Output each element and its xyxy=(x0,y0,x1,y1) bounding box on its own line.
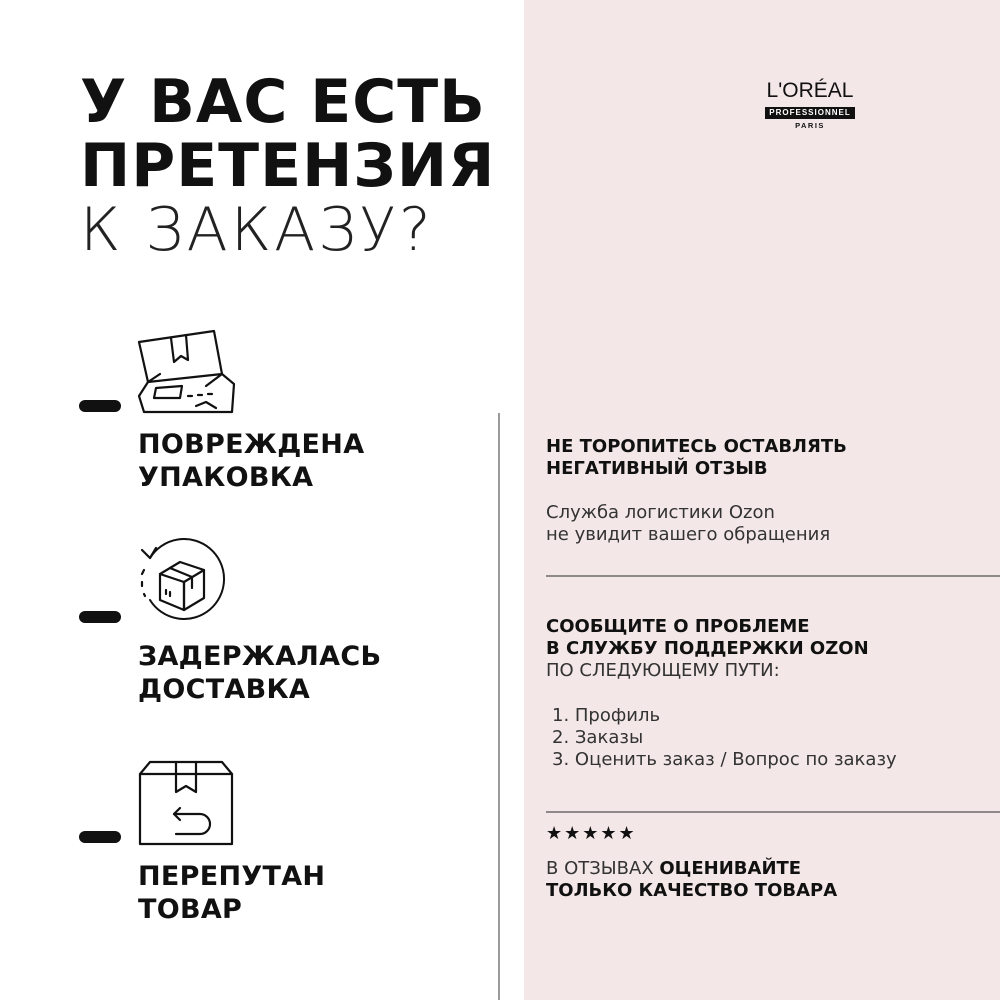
title-line-2: ПРЕТЕНЗИЯ xyxy=(80,131,496,201)
tip-1-title-line1: НЕ ТОРОПИТЕСЬ ОСТАВЛЯТЬ xyxy=(546,436,847,457)
tip-2-title-line2: В СЛУЖБУ ПОДДЕРЖКИ OZON xyxy=(546,638,869,659)
tip-1-title-line2: НЕГАТИВНЫЙ ОТЗЫВ xyxy=(546,458,768,479)
brand-name: L'ORÉAL xyxy=(766,79,854,102)
tip-3-emphasis2: ТОЛЬКО КАЧЕСТВО ТОВАРА xyxy=(546,880,838,901)
delayed-delivery-icon xyxy=(136,538,228,620)
tip-3-emphasis1: ОЦЕНИВАЙТЕ xyxy=(659,858,802,879)
tip-2-title xyxy=(546,616,869,682)
divider-2 xyxy=(546,811,1000,813)
step-item-1: 1. Профиль xyxy=(552,705,661,726)
tip-2-subtitle: ПО СЛЕДУЮЩЕМУ ПУТИ: xyxy=(546,660,780,681)
title-line-3: К ЗАКАЗУ? xyxy=(80,195,434,265)
issue-label-1-line1: ПОВРЕЖДЕНА xyxy=(138,429,365,460)
issue-label-2-line2: ДОСТАВКА xyxy=(138,674,311,705)
vertical-divider xyxy=(498,413,500,1000)
damaged-package-icon xyxy=(136,328,238,414)
issue-label-1-line2: УПАКОВКА xyxy=(138,462,314,493)
tip-3-prefix: В ОТЗЫВАХ xyxy=(546,858,660,879)
bullet-dash-1 xyxy=(79,400,121,412)
tip-3-text xyxy=(546,858,837,902)
page-title xyxy=(80,67,496,265)
issue-label-2-line1: ЗАДЕРЖАЛАСЬ xyxy=(138,641,382,672)
tip-3-line1 xyxy=(546,858,837,880)
issue-label-3 xyxy=(138,860,325,926)
tip-1-title xyxy=(546,436,847,480)
brand-city: PARIS xyxy=(795,121,825,130)
brand-sub: PROFESSIONNEL xyxy=(765,107,854,119)
step-item-2: 2. Заказы xyxy=(552,727,644,748)
return-box-icon xyxy=(138,758,234,848)
rating-stars: ★★★★★ xyxy=(546,823,637,844)
issue-label-3-line2: ТОВАР xyxy=(138,894,243,925)
issue-label-1 xyxy=(138,428,364,494)
bullet-dash-3 xyxy=(79,831,121,843)
brand-logo xyxy=(752,80,868,132)
tip-2-title-line1: СООБЩИТЕ О ПРОБЛЕМЕ xyxy=(546,616,810,637)
divider-1 xyxy=(546,575,1000,577)
tip-1-text xyxy=(546,502,830,546)
issue-label-3-line1: ПЕРЕПУТАН xyxy=(138,861,326,892)
tip-1-text-line1: Служба логистики Ozon xyxy=(546,502,775,523)
issue-label-2 xyxy=(138,640,381,706)
steps-list xyxy=(552,705,897,771)
step-item-3: 3. Оценить заказ / Вопрос по заказу xyxy=(552,749,897,770)
title-line-1: У ВАС ЕСТЬ xyxy=(80,67,486,137)
bullet-dash-2 xyxy=(79,611,121,623)
right-panel xyxy=(524,0,1000,1000)
tip-1-text-line2: не увидит вашего обращения xyxy=(546,524,831,545)
